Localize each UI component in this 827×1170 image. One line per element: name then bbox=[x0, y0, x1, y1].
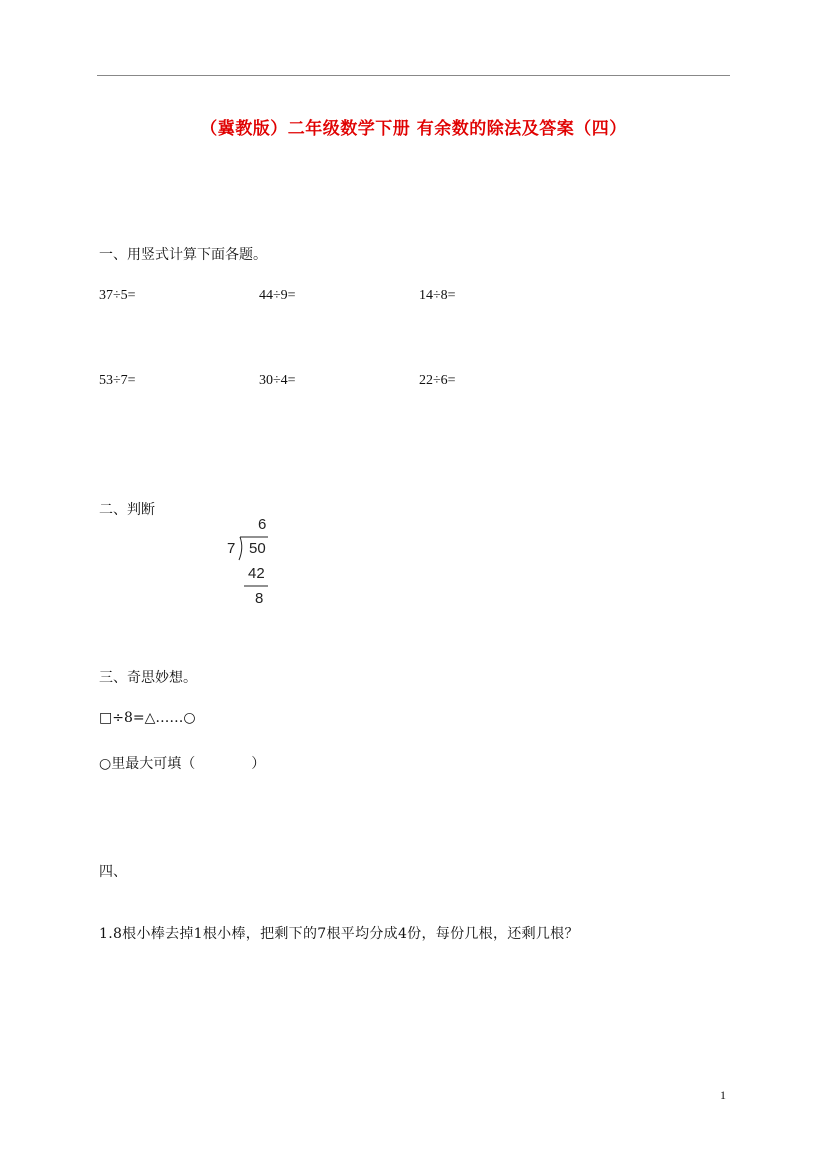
section3-heading: 三、奇思妙想。 bbox=[99, 670, 197, 686]
section4-heading: 四、 bbox=[99, 864, 127, 880]
expr-6: 22÷6= bbox=[419, 373, 456, 388]
page-number: 1 bbox=[720, 1088, 726, 1102]
ld-quotient: 6 bbox=[258, 516, 267, 533]
section4-problem: 1.8根小棒去掉1根小棒，把剩下的7根平均分成4份，每份几根，还剩几根？ bbox=[99, 926, 579, 942]
section3-line2: ○里最大可填（ ） bbox=[99, 756, 266, 772]
ld-divisor: 7 bbox=[227, 540, 236, 557]
ld-underline bbox=[244, 585, 268, 587]
header-rule bbox=[97, 75, 730, 76]
expr-3: 14÷8= bbox=[419, 288, 456, 303]
ld-remainder: 8 bbox=[255, 590, 264, 607]
section1-heading: 一、用竖式计算下面各题。 bbox=[99, 247, 267, 263]
expr-5: 30÷4= bbox=[259, 373, 296, 388]
ld-dividend: 50 bbox=[249, 540, 266, 557]
page-title: （冀教版）二年级数学下册 有余数的除法及答案（四） bbox=[200, 119, 627, 139]
expr-1: 37÷5= bbox=[99, 288, 136, 303]
expr-2: 44÷9= bbox=[259, 288, 296, 303]
section2-heading: 二、判断 bbox=[99, 502, 155, 518]
section3-line1: □÷8=△……○ bbox=[99, 710, 196, 726]
ld-product: 42 bbox=[248, 565, 265, 582]
expr-4: 53÷7= bbox=[99, 373, 136, 388]
